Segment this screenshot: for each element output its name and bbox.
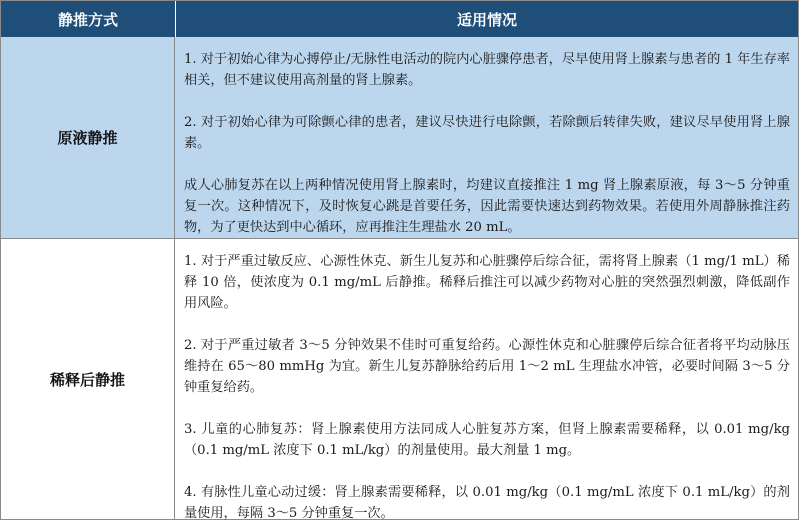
paragraph: 3. 儿童的心肺复苏：肾上腺素使用方法同成人心脏复苏方案，但肾上腺素需要稀释，以 0.01 mg/kg（0.1 mg/mL 浓度下 0.1 mL/kg）的剂量使用。最大剂量 1 mg。 [184, 422, 790, 458]
table-row-undiluted [1, 37, 798, 239]
row-content-undiluted [176, 37, 798, 238]
paragraph: 2. 对于初始心律为可除颤心律的患者，建议尽快进行电除颤，若除颤后转律失败，建议尽早使用肾上腺素。 [184, 115, 790, 151]
paragraph: 1. 对于初始心律为心搏停止/无脉性电活动的院内心脏骤停患者，尽早使用肾上腺素与患者的 1 年生存率相关，但不建议使用高剂量的肾上腺素。 [184, 52, 790, 88]
table-row-diluted [1, 239, 798, 519]
paragraph: 成人心肺复苏在以上两种情况使用肾上腺素时，均建议直接推注 1 mg 肾上腺素原液，每 3～5 分钟重复一次。这种情况下，及时恢复心跳是首要任务，因此需要快速达到药物效果。若使用外周静脉推注药物，为了更快达到中心循环，应再推注生理盐水 20 mL。 [184, 178, 790, 235]
row-content-diluted [176, 239, 798, 519]
row-label-undiluted: 原液静推 [1, 37, 175, 238]
table-header [1, 1, 798, 37]
paragraph: 4. 有脉性儿童心动过缓：肾上腺素需要稀释，以 0.01 mg/kg（0.1 mg/mL 浓度下 0.1 mL/kg）的剂量使用，每隔 3～5 分钟重复一次。 [184, 485, 790, 521]
paragraph: 1. 对于严重过敏反应、心源性休克、新生儿复苏和心脏骤停后综合征，需将肾上腺素（1 mg/1 mL）稀释 10 倍，使浓度为 0.1 mg/mL 后静推。稀释后推注可以减少药物对心脏的突然强烈刺激，降低副作用风险。 [184, 254, 790, 311]
paragraph: 2. 对于严重过敏者 3～5 分钟效果不佳时可重复给药。心源性休克和心脏骤停后综合征者将平均动脉压维持在 65～80 mmHg 为宜。新生儿复苏静脉给药后用 1～2 mL 生理盐水冲管，必要时间隔 3～5 分钟重复给药。 [184, 338, 790, 395]
header-indication: 适用情况 [456, 10, 517, 29]
row-label-diluted: 稀释后静推 [1, 239, 175, 519]
header-method: 静推方式 [1, 1, 176, 37]
